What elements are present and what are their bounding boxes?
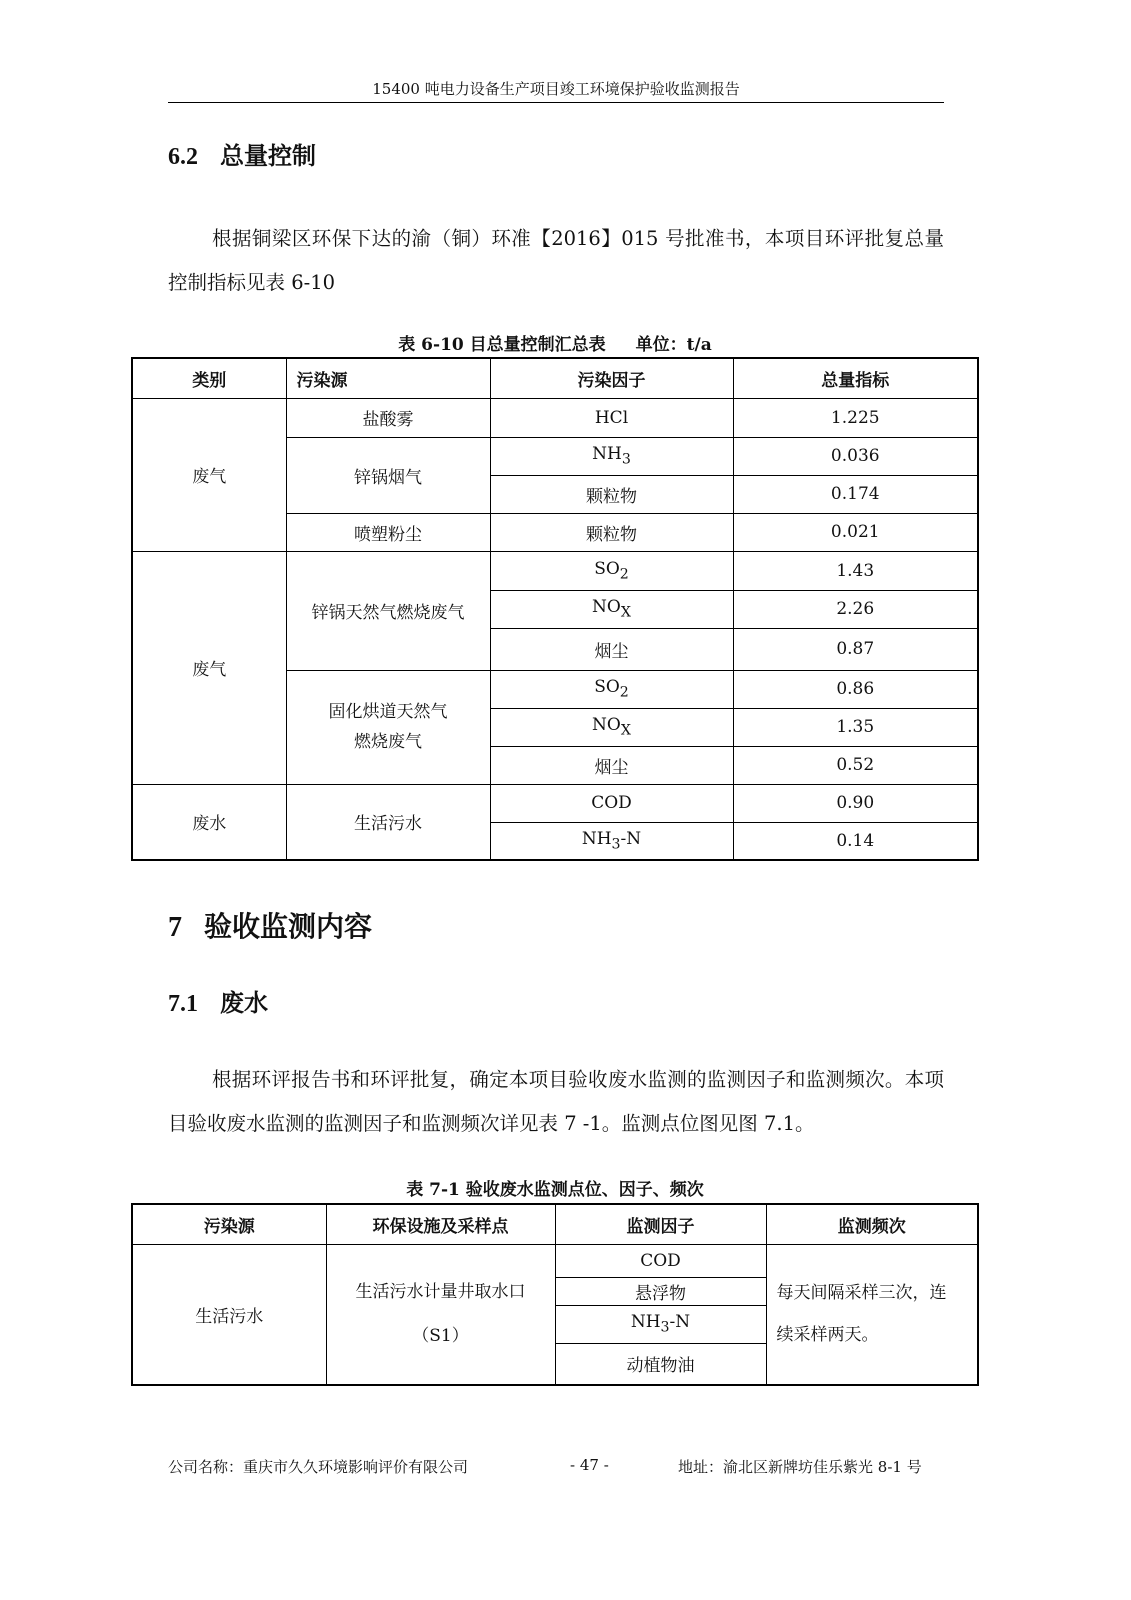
header-total: 总量指标 (733, 358, 978, 398)
header-facility: 环保设施及采样点 (326, 1204, 555, 1244)
table-row (132, 551, 978, 590)
header-category: 类别 (132, 358, 286, 398)
section-7-1-paragraph: 根据环评报告书和环评批复，确定本项目验收废水监测的监测因子和监测频次。本项目验收废水监测的监测因子和监测频次详见表 7 -1。监测点位图见图 7.1。 (168, 1068, 944, 1135)
caption-text: 表 6-10 目总量控制汇总表 (398, 335, 606, 355)
factor-cell: 颗粒物 (490, 513, 733, 551)
value-cell: 0.87 (733, 628, 978, 670)
section-6-2-heading (168, 136, 316, 171)
section-6-2-paragraph: 根据铜梁区环保下达的渝（铜）环准【2016】015 号批准书，本项目环评批复总量控制指标见表 6-10 (168, 227, 944, 294)
value-cell: 0.174 (733, 475, 978, 513)
value-cell: 0.021 (733, 513, 978, 551)
header-frequency: 监测频次 (766, 1204, 978, 1244)
frequency-cell: 每天间隔采样三次，连 续采样两天。 (766, 1244, 978, 1385)
table-7-1 (131, 1203, 979, 1386)
table-7-1-caption: 表 7-1 验收废水监测点位、因子、频次 (406, 1180, 704, 1200)
section-number: 7 (168, 912, 182, 943)
source-cell: 固化烘道天然气 燃烧废气 (286, 670, 490, 784)
section-title: 总量控制 (220, 142, 316, 170)
footer-address: 地址：渝北区新牌坊佳乐紫光 8-1 号 (678, 1458, 922, 1476)
header-source: 污染源 (286, 358, 490, 398)
table-header-row (132, 1204, 978, 1244)
facility-cell: 生活污水计量井取水口 （S1） (326, 1244, 555, 1385)
section-number: 7.1 (168, 991, 198, 1017)
factor-cell: 烟尘 (490, 628, 733, 670)
source-cell: 喷塑粉尘 (286, 513, 490, 551)
factor-cell: $SO_2$ (490, 551, 733, 590)
factor-cell: 烟尘 (490, 746, 733, 784)
factor-cell: COD (490, 784, 733, 822)
footer-company: 公司名称：重庆市久久环境影响评价有限公司 (168, 1458, 469, 1476)
source-cell: 生活污水 (132, 1244, 326, 1385)
table-row (132, 398, 978, 437)
source-cell: 锌锅烟气 (286, 437, 490, 513)
value-cell: 0.90 (733, 784, 978, 822)
value-cell: 2.26 (733, 590, 978, 628)
factor-cell: $NO_X$ (490, 708, 733, 746)
value-cell: 0.86 (733, 670, 978, 708)
value-cell: 1.225 (733, 398, 978, 437)
value-cell: 0.52 (733, 746, 978, 784)
value-cell: 1.35 (733, 708, 978, 746)
factor-cell: $NH_3-N$ (555, 1305, 766, 1343)
factor-cell: 颗粒物 (490, 475, 733, 513)
header-source: 污染源 (132, 1204, 326, 1244)
table-row (132, 1244, 978, 1277)
header-title: 15400 吨电力设备生产项目竣工环境保护验收监测报告 (372, 80, 740, 98)
factor-cell: 动植物油 (555, 1343, 766, 1385)
factor-cell: 悬浮物 (555, 1277, 766, 1305)
value-cell: 0.036 (733, 437, 978, 475)
category-cell: 废水 (132, 784, 286, 860)
table-row (132, 784, 978, 822)
source-cell: 生活污水 (286, 784, 490, 860)
header-factor: 监测因子 (555, 1204, 766, 1244)
factor-cell: HCl (490, 398, 733, 437)
factor-cell: COD (555, 1244, 766, 1277)
section-title: 验收监测内容 (204, 910, 373, 943)
value-cell: 0.14 (733, 822, 978, 860)
category-cell: 废气 (132, 551, 286, 784)
factor-cell: $NH_3-N$ (490, 822, 733, 860)
section-title: 废水 (220, 989, 268, 1017)
section-7-heading (168, 905, 372, 945)
table-header-row (132, 358, 978, 398)
table-6-10-caption (132, 330, 978, 355)
section-number: 6.2 (168, 144, 198, 170)
caption-unit: 单位：t/a (635, 335, 712, 355)
source-cell: 锌锅天然气燃烧废气 (286, 551, 490, 670)
table-6-10 (131, 357, 979, 861)
source-cell: 盐酸雾 (286, 398, 490, 437)
footer-page-number: - 47 - (570, 1456, 609, 1474)
header-factor: 污染因子 (490, 358, 733, 398)
factor-cell: $SO_2$ (490, 670, 733, 708)
factor-cell: $NH_3$ (490, 437, 733, 475)
category-cell: 废气 (132, 398, 286, 551)
value-cell: 1.43 (733, 551, 978, 590)
section-7-1-heading (168, 983, 268, 1018)
factor-cell: $NO_X$ (490, 590, 733, 628)
page-header (168, 78, 944, 103)
